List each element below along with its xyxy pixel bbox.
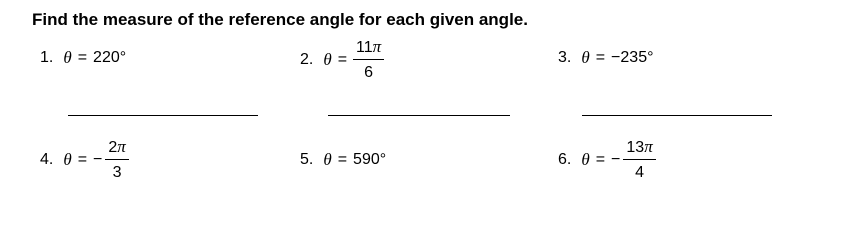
answer-line-2[interactable] (328, 115, 510, 116)
theta-symbol: θ (323, 49, 332, 69)
fraction-numerator: 2π (105, 138, 128, 160)
angle-value: 220° (93, 49, 127, 66)
theta-symbol: θ (323, 150, 332, 169)
problem-number: 3. (558, 49, 572, 66)
theta-symbol: θ (63, 149, 72, 169)
problem-number: 2. (300, 50, 314, 68)
equals-sign: = (595, 49, 606, 66)
equals-sign: = (337, 151, 348, 168)
problem-2 (300, 38, 384, 81)
problem-number: 6. (558, 150, 572, 168)
angle-value: 590° (353, 151, 387, 168)
equals-sign: = (595, 150, 606, 168)
angle-fraction (353, 38, 384, 81)
theta-symbol: θ (63, 48, 72, 67)
fraction-numerator: 11π (353, 38, 384, 60)
problem-4 (40, 138, 129, 181)
instructions-heading: Find the measure of the reference angle for each given angle. (32, 10, 528, 29)
fraction-denominator: 3 (112, 164, 122, 181)
theta-symbol: θ (581, 48, 590, 67)
problem-number: 1. (40, 49, 54, 66)
minus-sign: − (611, 150, 621, 168)
answer-line-3[interactable] (582, 115, 772, 116)
equals-sign: = (77, 150, 88, 168)
equals-sign: = (77, 49, 88, 66)
problem-number: 5. (300, 151, 314, 168)
equals-sign: = (337, 50, 348, 68)
angle-fraction (623, 138, 655, 181)
answer-line-1[interactable] (68, 115, 258, 116)
problem-number: 4. (40, 150, 54, 168)
problem-6 (558, 138, 656, 181)
angle-fraction (105, 138, 128, 181)
problem-5 (300, 150, 386, 170)
theta-symbol: θ (581, 149, 590, 169)
fraction-denominator: 6 (364, 64, 374, 81)
minus-sign: − (93, 150, 103, 168)
angle-value: −235° (611, 49, 654, 66)
fraction-numerator: 13π (623, 138, 655, 160)
fraction-denominator: 4 (635, 164, 644, 181)
problem-3 (558, 48, 653, 68)
problem-1 (40, 48, 126, 68)
